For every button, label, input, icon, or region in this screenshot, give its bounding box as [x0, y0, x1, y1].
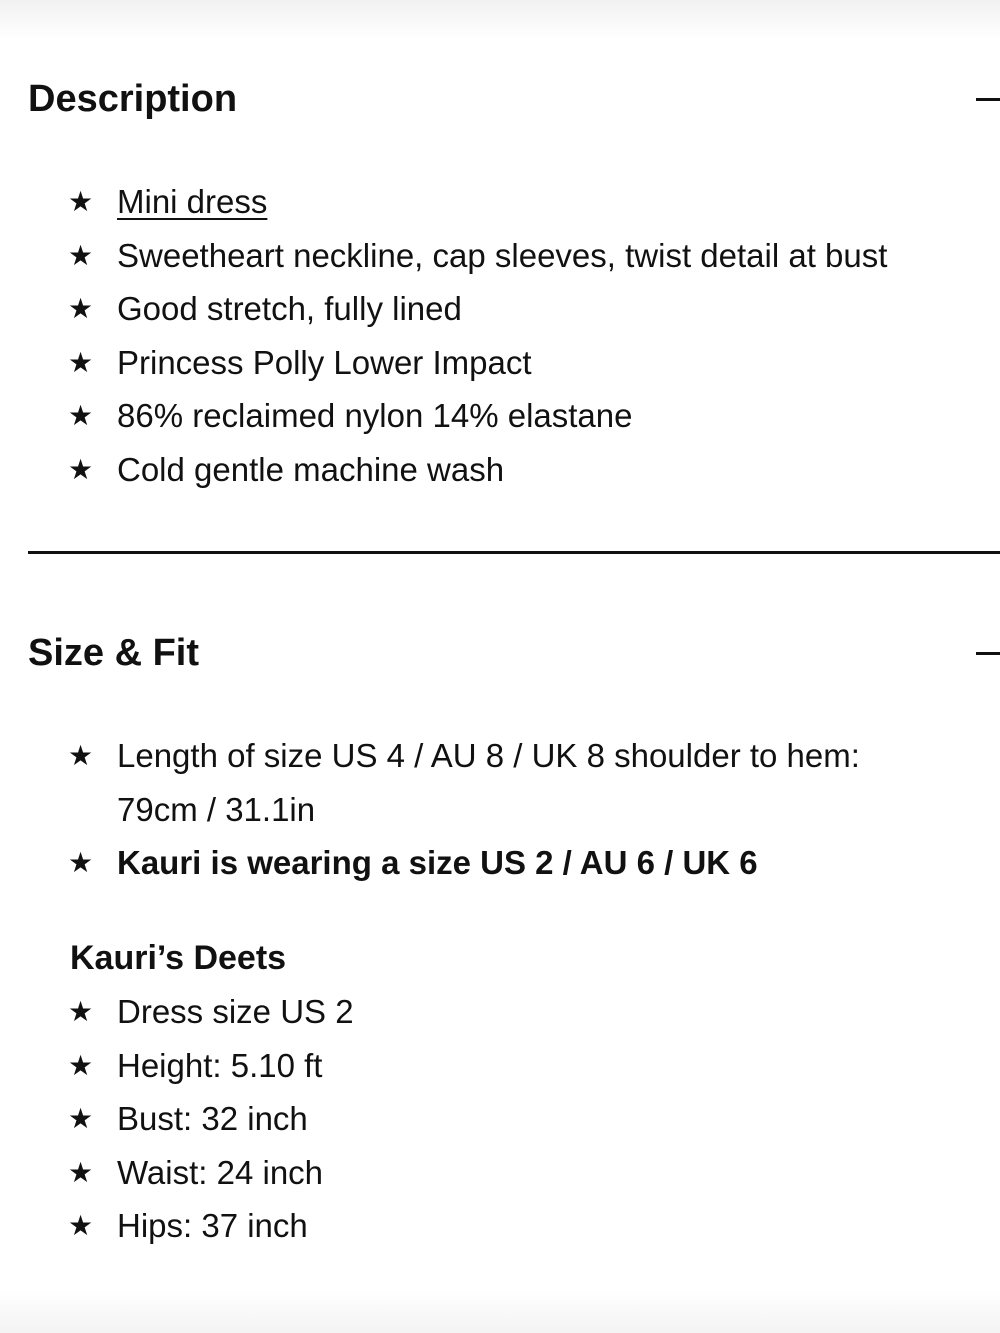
list-item-text: Kauri is wearing a size US 2 / AU 6 / UK 6 — [117, 844, 758, 881]
size-fit-list — [0, 729, 1000, 890]
star-icon: ★ — [68, 239, 94, 271]
star-icon: ★ — [68, 847, 94, 878]
star-icon: ★ — [68, 740, 94, 771]
list-item — [0, 985, 1000, 1039]
description-list — [0, 175, 1000, 496]
mini-dress-link[interactable]: Mini dress — [117, 183, 268, 220]
list-item-text: Length of size US 4 / AU 8 / UK 8 shoulder to hem: 79cm / 31.1in — [117, 737, 860, 828]
list-item — [0, 729, 1000, 836]
list-item — [0, 1199, 1000, 1253]
list-item — [0, 229, 1000, 283]
size-fit-title: Size & Fit — [28, 632, 200, 674]
star-icon: ★ — [68, 453, 94, 485]
minus-icon[interactable] — [976, 652, 1000, 655]
description-header[interactable] — [0, 69, 1000, 129]
list-item-text: Hips: 37 inch — [117, 1207, 308, 1244]
list-item — [0, 1092, 1000, 1146]
star-icon: ★ — [68, 1049, 94, 1081]
list-item-text: Cold gentle machine wash — [117, 450, 505, 488]
star-icon: ★ — [68, 400, 94, 431]
minus-icon[interactable] — [976, 98, 1000, 101]
list-item-text: Sweetheart neckline, cap sleeves, twist detail at bust — [117, 236, 888, 274]
description-section — [0, 69, 1000, 129]
star-icon: ★ — [68, 1156, 94, 1188]
bottom-fade — [0, 1290, 1000, 1333]
list-item-text: Dress size US 2 — [117, 993, 354, 1030]
star-icon: ★ — [68, 346, 94, 378]
section-divider — [28, 551, 1000, 554]
deets-list — [0, 985, 1000, 1253]
list-item — [0, 1039, 1000, 1093]
list-item — [0, 336, 1000, 390]
list-item — [0, 1146, 1000, 1200]
list-item — [0, 836, 1000, 890]
size-fit-header[interactable] — [0, 623, 1000, 683]
list-item — [0, 282, 1000, 336]
size-fit-section — [0, 623, 1000, 683]
list-item-text: Good stretch, fully lined — [117, 290, 462, 327]
star-icon: ★ — [68, 1103, 94, 1134]
list-item-text: 86% reclaimed nylon 14% elastane — [117, 397, 633, 434]
star-icon: ★ — [68, 186, 94, 217]
description-title: Description — [28, 78, 238, 120]
deets-heading: Kauri’s Deets — [70, 939, 287, 977]
list-item-text: Height: 5.10 ft — [117, 1046, 323, 1084]
top-fade — [0, 0, 1000, 40]
list-item — [0, 443, 1000, 497]
list-item-text: Princess Polly Lower Impact — [117, 343, 532, 381]
list-item — [0, 389, 1000, 443]
star-icon: ★ — [68, 996, 94, 1027]
star-icon: ★ — [68, 1210, 94, 1241]
list-item-text: Waist: 24 inch — [117, 1153, 324, 1191]
list-item-text: Bust: 32 inch — [117, 1100, 308, 1137]
list-item — [0, 175, 1000, 229]
star-icon: ★ — [68, 293, 94, 324]
